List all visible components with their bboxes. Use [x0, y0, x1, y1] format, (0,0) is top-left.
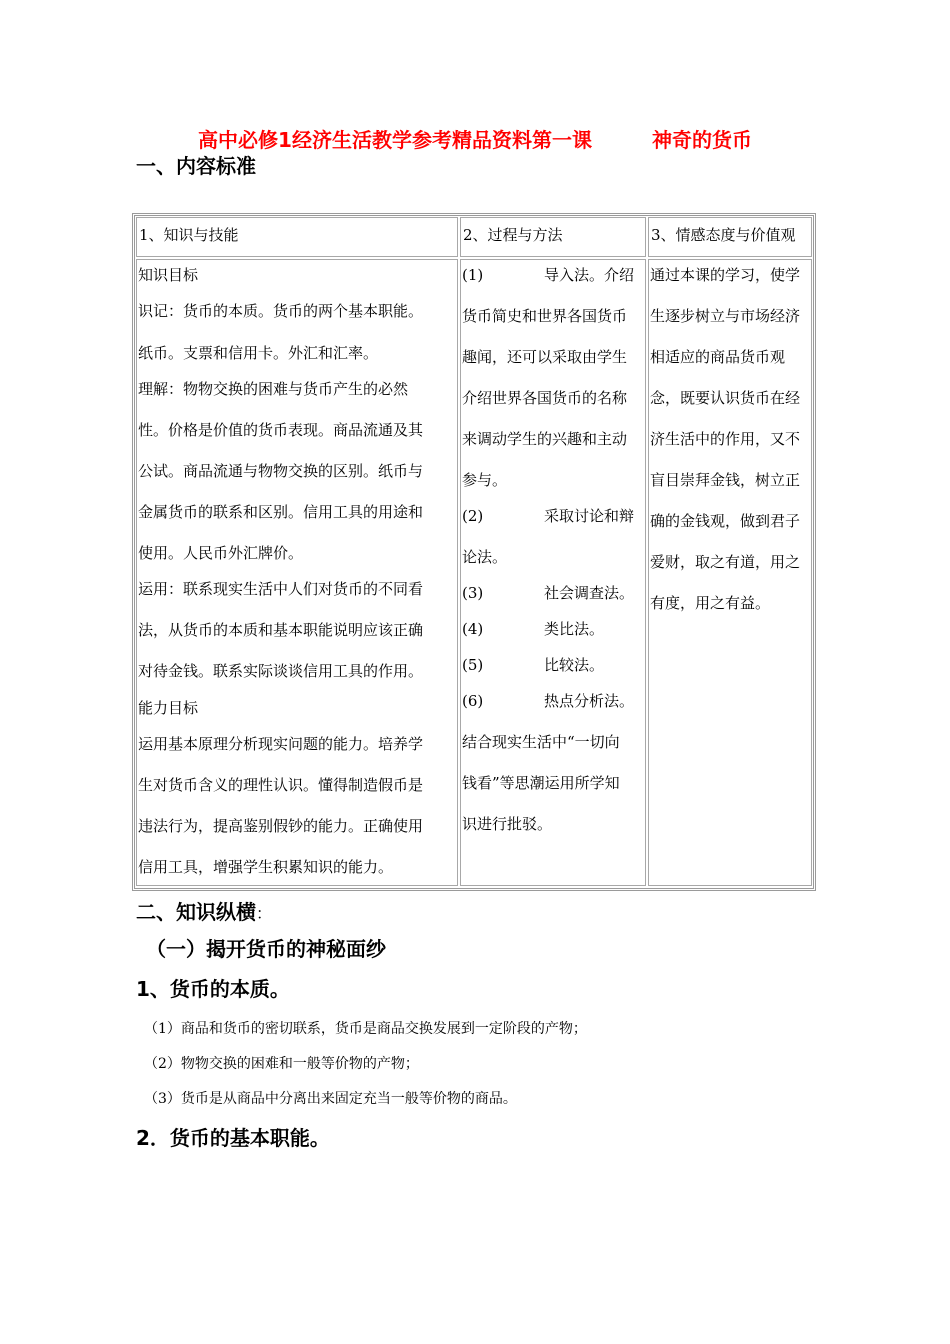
knowledge-line: 能力目标 — [138, 699, 199, 717]
method-text: 采取讨论和辩 — [544, 507, 635, 525]
section2-heading — [136, 896, 272, 925]
attitude-line: 爱财，取之有道，用之 — [650, 553, 801, 571]
section1-heading: 一、内容标准 — [136, 154, 256, 178]
process-line: 结合现实生活中“一切向 — [462, 733, 620, 751]
knowledge-line: 纸币。支票和信用卡。外汇和汇率。 — [138, 344, 379, 362]
section2-heading-colon: ： — [256, 904, 273, 923]
header-cell-knowledge — [136, 217, 458, 257]
method-text: 社会调查法。 — [544, 584, 635, 602]
knowledge-line: 对待金钱。联系实际谈谈信用工具的作用。 — [138, 662, 424, 680]
attitude-line: 济生活中的作用，又不 — [650, 430, 801, 448]
method-number: (6) — [462, 692, 484, 710]
knowledge-line: 信用工具，增强学生积累知识的能力。 — [138, 858, 394, 876]
item1-point: （3）货币是从商品中分离出来固定充当一般等价物的商品。 — [144, 1091, 517, 1107]
knowledge-line: 生对货币含义的理性认识。懂得制造假币是 — [138, 776, 424, 794]
attitude-line: 生逐步树立与市场经济 — [650, 307, 801, 325]
method-number: (4) — [462, 620, 484, 638]
section2-heading-text: 二、知识纵横 — [136, 900, 256, 924]
item1-heading: 1、货币的本质。 — [136, 977, 290, 1001]
process-line: 钱看”等思潮运用所学知 — [462, 774, 620, 792]
knowledge-line: 理解：物物交换的困难与货币产生的必然 — [138, 380, 409, 398]
header-attitude-label: 3、情感态度与价值观 — [651, 226, 796, 244]
method-text: 比较法。 — [544, 656, 605, 674]
method-text: 类比法。 — [544, 620, 605, 638]
knowledge-line: 运用：联系现实生活中人们对货币的不同看 — [138, 580, 424, 598]
process-line: 识进行批驳。 — [462, 815, 553, 833]
attitude-line: 念，既要认识货币在经 — [650, 389, 801, 407]
knowledge-line: 运用基本原理分析现实问题的能力。培养学 — [138, 735, 424, 753]
knowledge-line: 性。价格是价值的货币表现。商品流通及其 — [138, 421, 424, 439]
process-line: 介绍世界各国货币的名称 — [462, 389, 628, 407]
header-process-label: 2、过程与方法 — [463, 226, 563, 244]
body-cell-process — [460, 259, 646, 886]
method-number: (5) — [462, 656, 484, 674]
attitude-line: 有度，用之有益。 — [650, 594, 771, 612]
method-number: (1) — [462, 266, 484, 284]
knowledge-line: 法，从货币的本质和基本职能说明应该正确 — [138, 621, 424, 639]
knowledge-line: 知识目标 — [138, 266, 199, 284]
attitude-line: 通过本课的学习，使学 — [650, 266, 801, 284]
content-standard-table — [132, 213, 816, 891]
knowledge-line: 公试。商品流通与物物交换的区别。纸币与 — [138, 462, 424, 480]
process-line: 论法。 — [462, 548, 508, 566]
document-title: 高中必修1经济生活教学参考精品资料第一课 神奇的货币 — [198, 128, 752, 152]
body-cell-attitude — [648, 259, 812, 886]
attitude-line: 盲目崇拜金钱，树立正 — [650, 471, 801, 489]
header-cell-attitude — [648, 217, 812, 257]
item1-point: （2）物物交换的困难和一般等价物的产物； — [144, 1056, 419, 1072]
method-text: 热点分析法。 — [544, 692, 635, 710]
body-cell-knowledge — [136, 259, 458, 886]
process-line: 来调动学生的兴趣和主动 — [462, 430, 628, 448]
process-line: 趣闻，还可以采取由学生 — [462, 348, 628, 366]
header-cell-process — [460, 217, 646, 257]
item1-point: （1）商品和货币的密切联系，货币是商品交换发展到一定阶段的产物； — [144, 1021, 587, 1037]
method-number: (3) — [462, 584, 484, 602]
subsection-heading: （一）揭开货币的神秘面纱 — [146, 937, 386, 961]
method-number: (2) — [462, 507, 484, 525]
process-line: 货币简史和世界各国货币 — [462, 307, 628, 325]
knowledge-line: 使用。人民币外汇牌价。 — [138, 544, 304, 562]
item2-heading: 2．货币的基本职能。 — [136, 1126, 330, 1150]
attitude-line: 确的金钱观，做到君子 — [650, 512, 801, 530]
knowledge-line: 金属货币的联系和区别。信用工具的用途和 — [138, 503, 424, 521]
process-line: 参与。 — [462, 471, 508, 489]
header-knowledge-label: 1、知识与技能 — [139, 226, 239, 244]
attitude-line: 相适应的商品货币观 — [650, 348, 786, 366]
knowledge-line: 违法行为，提高鉴别假钞的能力。正确使用 — [138, 817, 424, 835]
method-text: 导入法。介绍 — [544, 266, 635, 284]
knowledge-line: 识记：货币的本质。货币的两个基本职能。 — [138, 302, 424, 320]
